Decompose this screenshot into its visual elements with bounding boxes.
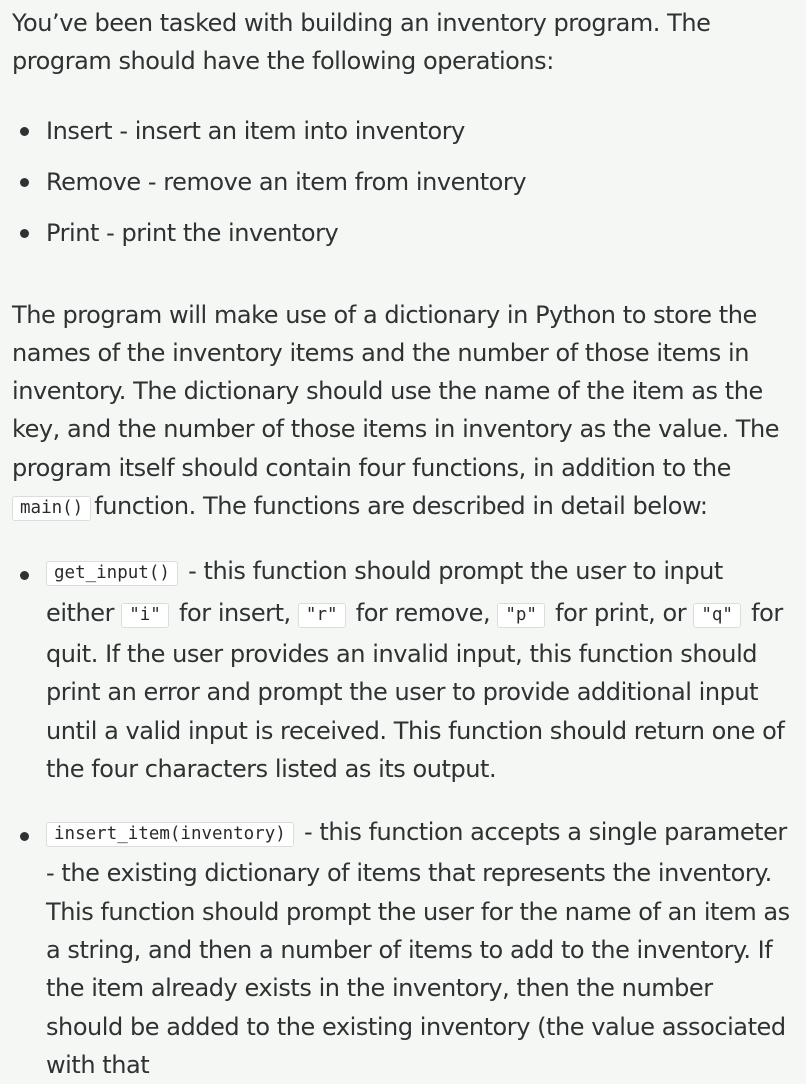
inline-code: main() — [12, 496, 91, 521]
function-description: for insert, — [178, 598, 291, 627]
function-description: - this function accepts a single parameter - the existing dictionary of items that represents the inventory. This function should prompt the user for the name of an item as a string, and then a number of items to add to the inventory. If the item already exists in the inventory, then the number should be added to the existing inventory (the value associated with that — [46, 818, 790, 1079]
bullet-icon — [20, 229, 29, 238]
inline-code: get_input() — [46, 561, 178, 586]
operation-text: Insert - insert an item into inventory — [46, 116, 465, 145]
function-description: for remove, — [355, 598, 491, 627]
inline-code: "r" — [298, 603, 346, 628]
function-description: for quit. If the user provides an invalid input, this function should print an error and prompt the user to provide additional input until a valid input is received. This function should return one of the four characters listed as its output. — [46, 598, 785, 783]
bullet-icon — [20, 571, 29, 580]
list-item — [12, 552, 792, 788]
function-description: - this function should prompt the user to input either — [46, 557, 723, 627]
inline-code: "p" — [497, 603, 545, 628]
dictionary-paragraph — [12, 296, 792, 529]
operation-text: Remove - remove an item from inventory — [46, 167, 527, 196]
list-item — [12, 157, 792, 208]
operation-text: Print - print the inventory — [46, 218, 339, 247]
list-item — [12, 208, 792, 259]
bullet-icon — [20, 178, 29, 187]
list-item — [12, 106, 792, 157]
list-item — [12, 813, 792, 1084]
intro-paragraph: You’ve been tasked with building an inventory program. The program should have the following operations: — [12, 9, 711, 76]
paragraph-text: The program will make use of a dictionary in Python to store the names of the inventory items and the number of those items in inventory. The dictionary should use the name of the item as the key, and the number of those items in inventory as the value. The program itself should contain four functions, in addition to the — [12, 300, 780, 482]
inline-code: insert_item(inventory) — [46, 822, 294, 847]
function-description: for print, or — [555, 598, 687, 627]
inline-code: "i" — [121, 603, 169, 628]
paragraph-text: function. The functions are described in detail below: — [94, 492, 708, 521]
functions-list — [12, 552, 792, 1084]
inline-code: "q" — [693, 603, 741, 628]
bullet-icon — [20, 127, 29, 136]
bullet-icon — [20, 832, 29, 841]
operations-list — [12, 106, 792, 259]
